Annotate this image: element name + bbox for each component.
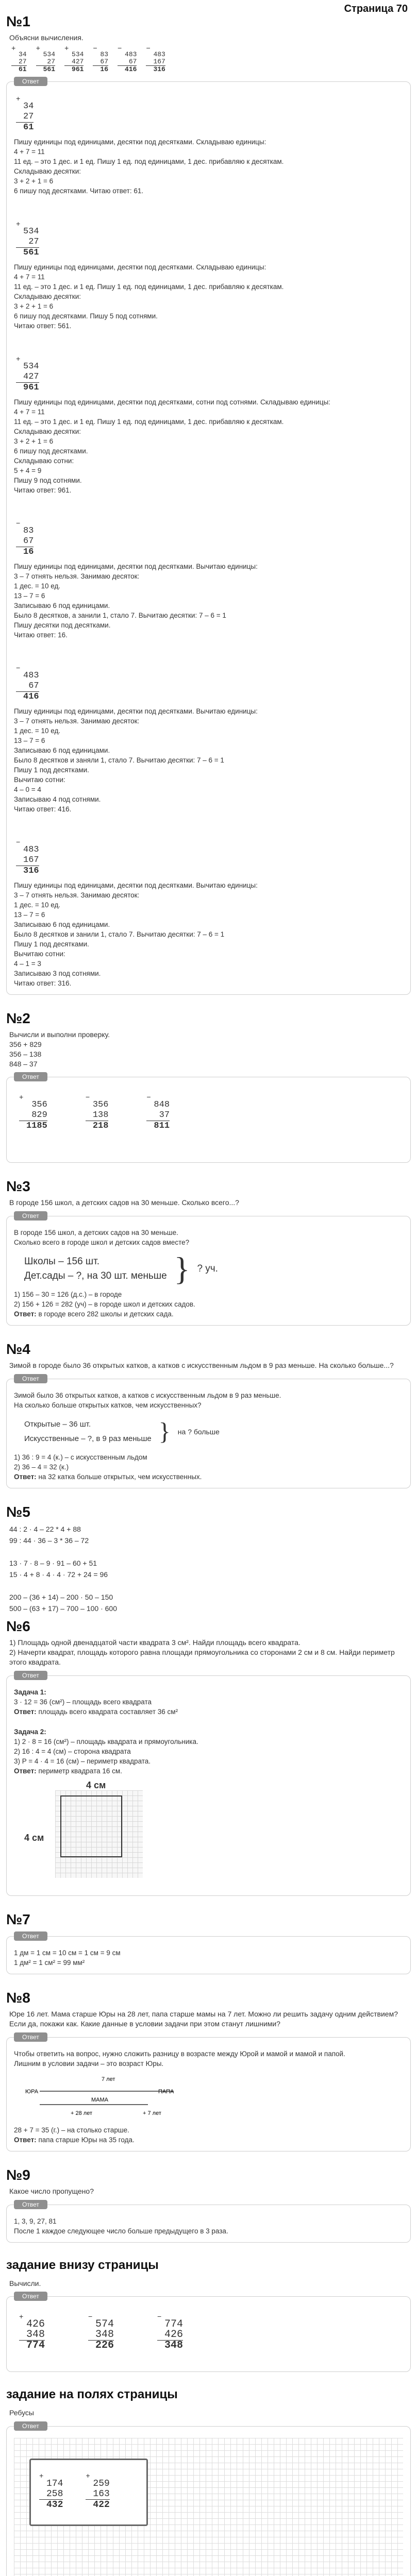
answer-label: Ответ:	[14, 1707, 37, 1716]
task-6-step: 2) 16 : 4 = 4 (см) – сторона квадрата	[14, 1747, 131, 1755]
operand-b: 167	[153, 57, 165, 65]
explanation-line: 11 ед. – это 1 дес. и 1 ед. Пишу 1 ед. под единицами, 1 дес. прибавляю к десяткам.	[14, 282, 284, 291]
explanation-line: 4 – 0 = 4	[14, 785, 41, 793]
column-calc	[16, 664, 39, 702]
operand-b: 138	[92, 1110, 109, 1121]
task-4-text: Зимой в городе было 36 открытых катков, а катков с искусственным льдом в 9 раз меньше. На сколько больше...?	[9, 1361, 394, 1370]
explanation-line: 3 – 7 отнять нельзя. Занимаю десяток:	[14, 717, 140, 725]
result: 961	[64, 65, 84, 73]
operand-a: 483	[125, 50, 137, 58]
operator: −	[93, 44, 97, 53]
task-6-title: №6	[6, 1618, 30, 1635]
answer-tag: Ответ	[14, 1671, 47, 1680]
column-calc	[86, 2472, 110, 2511]
explanation-line: Читаю ответ: 316.	[14, 979, 72, 987]
explanation-line: Читаю ответ: 961.	[14, 486, 72, 494]
task-4-step: 2) 36 – 4 = 32 (к.)	[14, 1463, 69, 1471]
explanation-line: 6 пишу под десятками. Пишу 5 под сотнями.	[14, 312, 158, 320]
operand-b: 426	[164, 2329, 184, 2341]
task-2-title: №2	[6, 1010, 30, 1026]
operator: +	[11, 44, 16, 53]
task-9-text: Какое число пропущено?	[9, 2187, 94, 2195]
answer-label: Ответ:	[14, 1473, 37, 1481]
expression-line: 15 · 4 + 8 · 4 · 4 · 72 + 24 = 96	[9, 1570, 108, 1579]
task-3-diagram	[24, 1250, 403, 1287]
explanation-line: Вычитаю сотни:	[14, 775, 65, 784]
operator: −	[16, 519, 21, 528]
task-4-answer-card	[6, 1375, 411, 1488]
operand-a: 774	[164, 2318, 184, 2331]
task-8-text: Юре 16 лет. Мама старше Юры на 28 лет, папа старше мамы на 7 лет. Можно ли решить задачу одним действием? Если да, покажи как. Какие данные в условии задачи при этом станут лишними?	[9, 2009, 398, 2028]
result: 774	[19, 2340, 45, 2351]
seg-yura-label: ЮРА	[25, 2088, 39, 2095]
square-shape	[60, 1795, 122, 1857]
operand-a: 356	[92, 1100, 109, 1110]
column-calc	[88, 2315, 114, 2351]
column-calc	[93, 44, 109, 73]
column-calc	[86, 1096, 109, 1131]
explanation-line: Записываю 6 под единицами.	[14, 601, 110, 609]
result: 422	[86, 2499, 109, 2510]
margin-task-answer-card	[6, 2422, 411, 2576]
result: 218	[86, 1121, 109, 1131]
explanation-line: Пишу единицы под единицами, десятки под десятками. Вычитаю единицы:	[14, 562, 258, 570]
operator: −	[146, 1094, 151, 1103]
margin-task-text: Ребусы	[9, 2409, 34, 2417]
operand-b: 258	[46, 2489, 63, 2500]
operator: +	[36, 44, 41, 53]
operand-a: 483	[23, 844, 39, 855]
answer-tag: Ответ	[14, 1374, 47, 1383]
operand-a: 534	[23, 226, 39, 236]
task-6-step: 3 · 12 = 36 (см²) – площадь всего квадрата	[14, 1698, 152, 1706]
task-2-text	[9, 1030, 411, 1069]
column-calc	[11, 44, 27, 73]
operand-b: 27	[28, 236, 39, 247]
task-6-answer-2: периметр квадрата 16 см.	[38, 1767, 122, 1775]
explanation-line: Было 8 десятков, а занили 1, стало 7. Вычитаю десятки: 7 – 6 = 1	[14, 611, 226, 619]
task-2-line: Вычисли и выполни проверку.	[9, 1030, 110, 1039]
result: 16	[93, 65, 108, 73]
column-calc	[16, 220, 39, 258]
explanation-line: 1 дес. = 10 ед.	[14, 582, 61, 590]
expression-line	[9, 1546, 411, 1557]
answer-label: Ответ:	[14, 1310, 37, 1318]
explanation-line: 11 ед. – это 1 дес. и 1 ед. Пишу 1 ед. под единицами, 1 дес. прибавляю к десяткам.	[14, 157, 284, 165]
task-9-line: 1, 3, 9, 27, 81	[14, 2217, 57, 2225]
task-2-answer-card	[6, 1073, 411, 1163]
operand-a: 83	[23, 526, 34, 536]
explanation-line: Записываю 6 под единицами.	[14, 920, 110, 928]
answer-tag: Ответ	[14, 1072, 47, 1081]
operand-b: 427	[23, 371, 39, 382]
task-6-sub-1: Задача 1:	[14, 1688, 46, 1696]
column-calc	[118, 44, 137, 73]
seg-7-label: 7 лет	[102, 2076, 115, 2082]
explanation-line: Складываю десятки:	[14, 292, 81, 300]
explanation-line: Записываю 3 под сотнями.	[14, 969, 101, 977]
explanation-line: 5 + 4 = 9	[14, 466, 42, 474]
answer-tag: Ответ	[14, 77, 47, 86]
operand-b: 27	[47, 57, 56, 65]
task-8-line: Лишним в условии задачи – это возраст Юры.	[14, 2059, 164, 2067]
column-calc	[36, 44, 56, 73]
task-5-title: №5	[6, 1504, 30, 1520]
task-3-title: №3	[6, 1178, 30, 1195]
task-7-line: 1 дм² = 1 см² = 99 мм²	[14, 1958, 85, 1967]
expression-line: 13 · 7 · 8 – 9 · 91 – 60 + 51	[9, 1559, 97, 1568]
operator: −	[16, 838, 21, 847]
kindergartens-label: Дет.сады – ?, на 30 шт. меньше	[24, 1270, 167, 1282]
result: 348	[157, 2340, 183, 2351]
operand-a: 34	[19, 50, 27, 58]
explanation-line: Пишу единицы под единицами, десятки под десятками. Складываю единицы:	[14, 263, 266, 271]
task-7-answer-card	[6, 1932, 411, 1974]
operand-a: 83	[100, 50, 109, 58]
result: 316	[16, 866, 39, 876]
page-content	[6, 13, 411, 2576]
column-calc	[39, 2472, 63, 2511]
task-6-step: 1) 2 · 8 = 16 (см²) – площадь квадрата и прямоугольника.	[14, 1737, 198, 1745]
task-8-line: Чтобы ответить на вопрос, нужно сложить разницу в возрасте между Юрой и мамой и мамой и папой.	[14, 2049, 345, 2058]
column-calc	[146, 1096, 170, 1131]
operand-b: 829	[31, 1110, 47, 1121]
operator: +	[16, 355, 21, 364]
operator: −	[16, 664, 21, 673]
task-6-step: 3) P = 4 · 4 = 16 (см) – периметр квадрата.	[14, 1757, 151, 1765]
explanation-line: Читаю ответ: 561.	[14, 321, 72, 330]
explanation-line: Пишу 1 под десятками.	[14, 940, 89, 948]
task-4-answer: на 32 катка больше открытых, чем искусственных.	[38, 1473, 202, 1481]
square-grid	[55, 1790, 143, 1878]
operand-a: 534	[72, 50, 84, 58]
explanation-line: Читаю ответ: 16.	[14, 631, 68, 639]
task-8-answer-card	[6, 2033, 411, 2151]
task-1-blocks	[14, 93, 403, 988]
task-4-step: 1) 36 : 9 = 4 (к.) – с искусственным льдом	[14, 1453, 147, 1462]
operand-a: 259	[93, 2479, 110, 2489]
total-label: ? уч.	[197, 1263, 218, 1275]
open-rinks-label: Открытые – 36 шт.	[24, 1420, 91, 1429]
task-8-title: №8	[6, 1989, 30, 2006]
explanation-line: 13 – 7 = 6	[14, 591, 45, 600]
operand-b: 427	[72, 57, 84, 65]
operator: +	[16, 95, 21, 104]
square-left-side-label: 4 см	[24, 1832, 44, 1843]
explanation-line: 6 пишу под десятками.	[14, 447, 88, 455]
explanation-line: 13 – 7 = 6	[14, 910, 45, 919]
operator: +	[19, 2313, 24, 2322]
operand-b: 163	[93, 2489, 110, 2500]
margin-task-grid	[14, 2438, 403, 2576]
task-3-answer-card	[6, 1212, 411, 1326]
task-2-line: 356 + 829	[9, 1040, 42, 1048]
task-8-segment-diagram	[24, 2074, 220, 2120]
explanation-line: 3 – 7 отнять нельзя. Занимаю десяток:	[14, 891, 140, 899]
explanation-line: Пишу единицы под единицами, десятки под десятками. Складываю единицы:	[14, 138, 266, 146]
operand-b: 348	[95, 2329, 114, 2341]
operator: +	[19, 1094, 24, 1103]
operand-a: 483	[153, 50, 165, 58]
operand-a: 174	[46, 2479, 63, 2489]
task-9-title: №9	[6, 2166, 30, 2183]
task-4-diagram	[24, 1416, 403, 1447]
answer-tag: Ответ	[14, 2032, 47, 2042]
answer-label: Ответ:	[14, 1767, 37, 1775]
expression-line: 44 : 2 · 4 – 22 * 4 + 88	[9, 1525, 81, 1534]
task-6-sub-2: Задача 2:	[14, 1727, 46, 1736]
column-calc	[19, 1096, 47, 1131]
schools-label: Школы – 156 шт.	[24, 1256, 100, 1267]
explanation-line: Пишу единицы под единицами, десятки под десятками. Вычитаю единицы:	[14, 707, 258, 715]
column-calc	[64, 44, 84, 73]
seg-28-label: + 28 лет	[71, 2110, 92, 2116]
explanation-line: 3 + 2 + 1 = 6	[14, 302, 54, 310]
result: 316	[146, 65, 165, 73]
column-calc	[146, 44, 165, 73]
task-7-title: №7	[6, 1911, 30, 1927]
task-1-title: №1	[6, 13, 30, 29]
explanation-line: Пишу десятки под десятками.	[14, 621, 111, 629]
result: 416	[16, 691, 39, 702]
bottom-task-text: Вычисли.	[9, 2279, 41, 2287]
rebus-board	[29, 2459, 148, 2526]
operand-b: 67	[23, 536, 34, 546]
seg-papa-label: ПАПА	[158, 2088, 174, 2095]
explanation-line: 3 + 2 + 1 = 6	[14, 177, 54, 185]
task-6-question: 2) Начерти квадрат, площадь которого равна площади прямоугольника со сторонами 2 см и 8 см. Найди периметр этого квадрата.	[9, 1648, 395, 1667]
task-3-step: 2) 156 + 126 = 282 (уч) – в городе школ и детских садов.	[14, 1300, 195, 1309]
operand-a: 34	[23, 101, 34, 111]
explanation-line: 1 дес. = 10 ед.	[14, 901, 61, 909]
task-3-answer: в городе всего 282 школы и детских сада.	[38, 1310, 174, 1318]
column-calc	[16, 97, 34, 133]
answer-tag: Ответ	[14, 2421, 47, 2431]
brace-icon: }	[174, 1250, 190, 1287]
operator: −	[157, 2313, 162, 2322]
explanation-line: 4 – 1 = 3	[14, 959, 41, 968]
result: 226	[88, 2340, 114, 2351]
column-calc	[157, 2315, 183, 2351]
task-1-text: Объясни вычисления.	[9, 33, 84, 42]
answer-label: Ответ:	[14, 2136, 37, 2144]
expression-line: 500 – (63 + 17) – 700 – 100 · 600	[9, 1604, 117, 1613]
task-3-line: В городе 156 школ, а детских садов на 30 меньше.	[14, 1229, 178, 1237]
operator: −	[88, 2313, 93, 2322]
operand-a: 426	[26, 2318, 45, 2331]
explanation-line: Складываю десятки:	[14, 167, 81, 175]
task-3-line: Сколько всего в городе школ и детских садов вместе?	[14, 1239, 190, 1247]
explanation-line: Читаю ответ: 416.	[14, 805, 72, 813]
explanation-line: 6 пишу под десятками. Читаю ответ: 61.	[14, 187, 144, 195]
answer-tag: Ответ	[14, 2292, 47, 2301]
result: 961	[16, 382, 39, 393]
explanation-line: 4 + 7 = 11	[14, 408, 45, 416]
task-1-answer-card	[6, 77, 411, 995]
operand-b: 348	[26, 2329, 45, 2341]
task-7-line: 1 дм = 1 см = 10 см = 1 см = 9 см	[14, 1948, 121, 1957]
bottom-task-title: задание внизу страницы	[6, 2258, 159, 2272]
task-4-line: На сколько больше открытых катков, чем искусственных?	[14, 1401, 202, 1410]
explanation-line: 1 дес. = 10 ед.	[14, 726, 61, 735]
operator: +	[86, 2472, 90, 2481]
result: 811	[146, 1121, 170, 1131]
task-5-lines	[9, 1523, 411, 1614]
task-4-line: Зимой было 36 открытых катков, а катков с искусственным льдом в 9 раз меньше.	[14, 1392, 281, 1400]
operand-b: 67	[128, 57, 137, 65]
result: 561	[16, 247, 39, 258]
square-top-side-label: 4 см	[86, 1780, 106, 1790]
operand-b: 27	[23, 111, 34, 122]
result: 61	[11, 65, 27, 73]
artificial-rinks-label: Искусственные – ?, в 9 раз меньше	[24, 1434, 152, 1444]
task-9-line: После 1 каждое следующее число больше предыдущего в 3 раза.	[14, 2227, 228, 2235]
task-2-columns	[14, 1089, 403, 1156]
result: 561	[36, 65, 55, 73]
answer-tag: Ответ	[14, 1931, 47, 1941]
result: 1185	[19, 1121, 47, 1131]
operator: −	[85, 1094, 90, 1103]
operand-b: 67	[28, 681, 39, 691]
task-3-step: 1) 156 – 30 = 126 (д.с.) – в городе	[14, 1291, 122, 1299]
explanation-line: Вычитаю сотни:	[14, 950, 65, 958]
operand-a: 534	[23, 361, 39, 371]
explanation-line: Было 8 десятков и занили 1, стало 7. Вычитаю десятки: 7 – 6 = 1	[14, 930, 225, 938]
bottom-task-answer-card	[6, 2293, 411, 2372]
operand-b: 67	[100, 57, 109, 65]
result: 61	[16, 122, 34, 133]
task-3-text: В городе 156 школ, а детских садов на 30 меньше. Сколько всего...?	[9, 1198, 239, 1207]
explanation-line: Пишу единицы под единицами, десятки под десятками, сотни под сотнями. Складываю единицы:	[14, 398, 330, 406]
task-2-line: 356 – 138	[9, 1049, 42, 1058]
explanation-line: Записываю 4 под сотнями.	[14, 795, 101, 803]
explanation-line: 4 + 7 = 11	[14, 147, 45, 156]
task-4-title: №4	[6, 1341, 30, 1358]
explanation-line: 13 – 7 = 6	[14, 736, 45, 744]
expression-line: 200 – (36 + 14) – 200 · 50 – 150	[9, 1593, 113, 1602]
operand-a: 574	[95, 2318, 114, 2331]
explanation-line: Пишу единицы под единицами, десятки под десятками. Вычитаю единицы:	[14, 881, 258, 889]
task-6-text	[9, 1638, 411, 1667]
explanation-line: 4 + 7 = 11	[14, 273, 45, 281]
explanation-line: 3 – 7 отнять нельзя. Занимаю десяток:	[14, 572, 140, 580]
seg-7b-label: + 7 лет	[143, 2110, 161, 2116]
operator: +	[16, 220, 21, 229]
margin-task-title: задание на полях страницы	[6, 2387, 178, 2402]
answer-tag: Ответ	[14, 2200, 47, 2209]
operand-a: 356	[31, 1100, 47, 1110]
explanation-line: 11 ед. – это 1 дес. и 1 ед. Пишу 1 ед. под единицами, 1 дес. прибавляю к десяткам.	[14, 417, 284, 426]
operand-b: 27	[19, 57, 27, 65]
operand-b: 37	[159, 1110, 170, 1121]
explanation-line: Складываю сотни:	[14, 456, 74, 465]
operand-b: 167	[23, 855, 39, 865]
operand-a: 848	[154, 1100, 170, 1110]
operator: −	[146, 44, 151, 53]
bottom-task-columns	[14, 2308, 403, 2365]
explanation-line: 3 + 2 + 1 = 6	[14, 437, 54, 445]
operator: +	[39, 2472, 44, 2481]
answer-tag: Ответ	[14, 1211, 47, 1221]
task-6-answer-1: площадь всего квадрата составляет 36 см²	[38, 1707, 178, 1716]
column-calc	[16, 519, 34, 557]
page-title: Страница 70	[344, 3, 408, 14]
explanation-line: Записываю 6 под единицами.	[14, 746, 110, 754]
column-calc	[19, 2315, 45, 2351]
column-calc	[16, 838, 39, 876]
column-calc	[16, 355, 39, 393]
brace-icon: }	[158, 1418, 171, 1446]
result: 16	[16, 547, 34, 557]
explanation-line: Пишу 1 под десятками.	[14, 766, 89, 774]
explanation-line: Было 8 десятков и заняли 1, стало 7. Вычитаю десятки: 7 – 6 = 1	[14, 756, 224, 764]
explanation-line: Складываю десятки:	[14, 427, 81, 435]
task-6-question: 1) Площадь одной двенадцатой части квадрата 3 см². Найди площадь всего квадрата.	[9, 1638, 301, 1647]
expression-line	[9, 1580, 411, 1591]
task-1-examples	[11, 44, 411, 73]
task-6-answer-card	[6, 1671, 411, 1896]
operator: −	[118, 44, 122, 53]
result: 432	[39, 2499, 63, 2510]
explanation-line: Пишу 9 под сотнями.	[14, 476, 82, 484]
result: 416	[118, 65, 137, 73]
operand-a: 534	[43, 50, 56, 58]
seg-mama-label: МАМА	[91, 2096, 108, 2103]
task-8-answer: папа старше Юры на 35 года.	[38, 2136, 135, 2144]
task-8-step: 28 + 7 = 35 (г.) – на столько старше.	[14, 2126, 129, 2134]
operand-a: 483	[23, 670, 39, 681]
task-2-line: 848 – 37	[9, 1059, 38, 1068]
operator: +	[64, 44, 69, 53]
task-9-answer-card	[6, 2200, 411, 2243]
more-label: на ? больше	[177, 1428, 220, 1436]
expression-line: 99 : 44 · 36 – 3 * 36 – 72	[9, 1536, 89, 1545]
